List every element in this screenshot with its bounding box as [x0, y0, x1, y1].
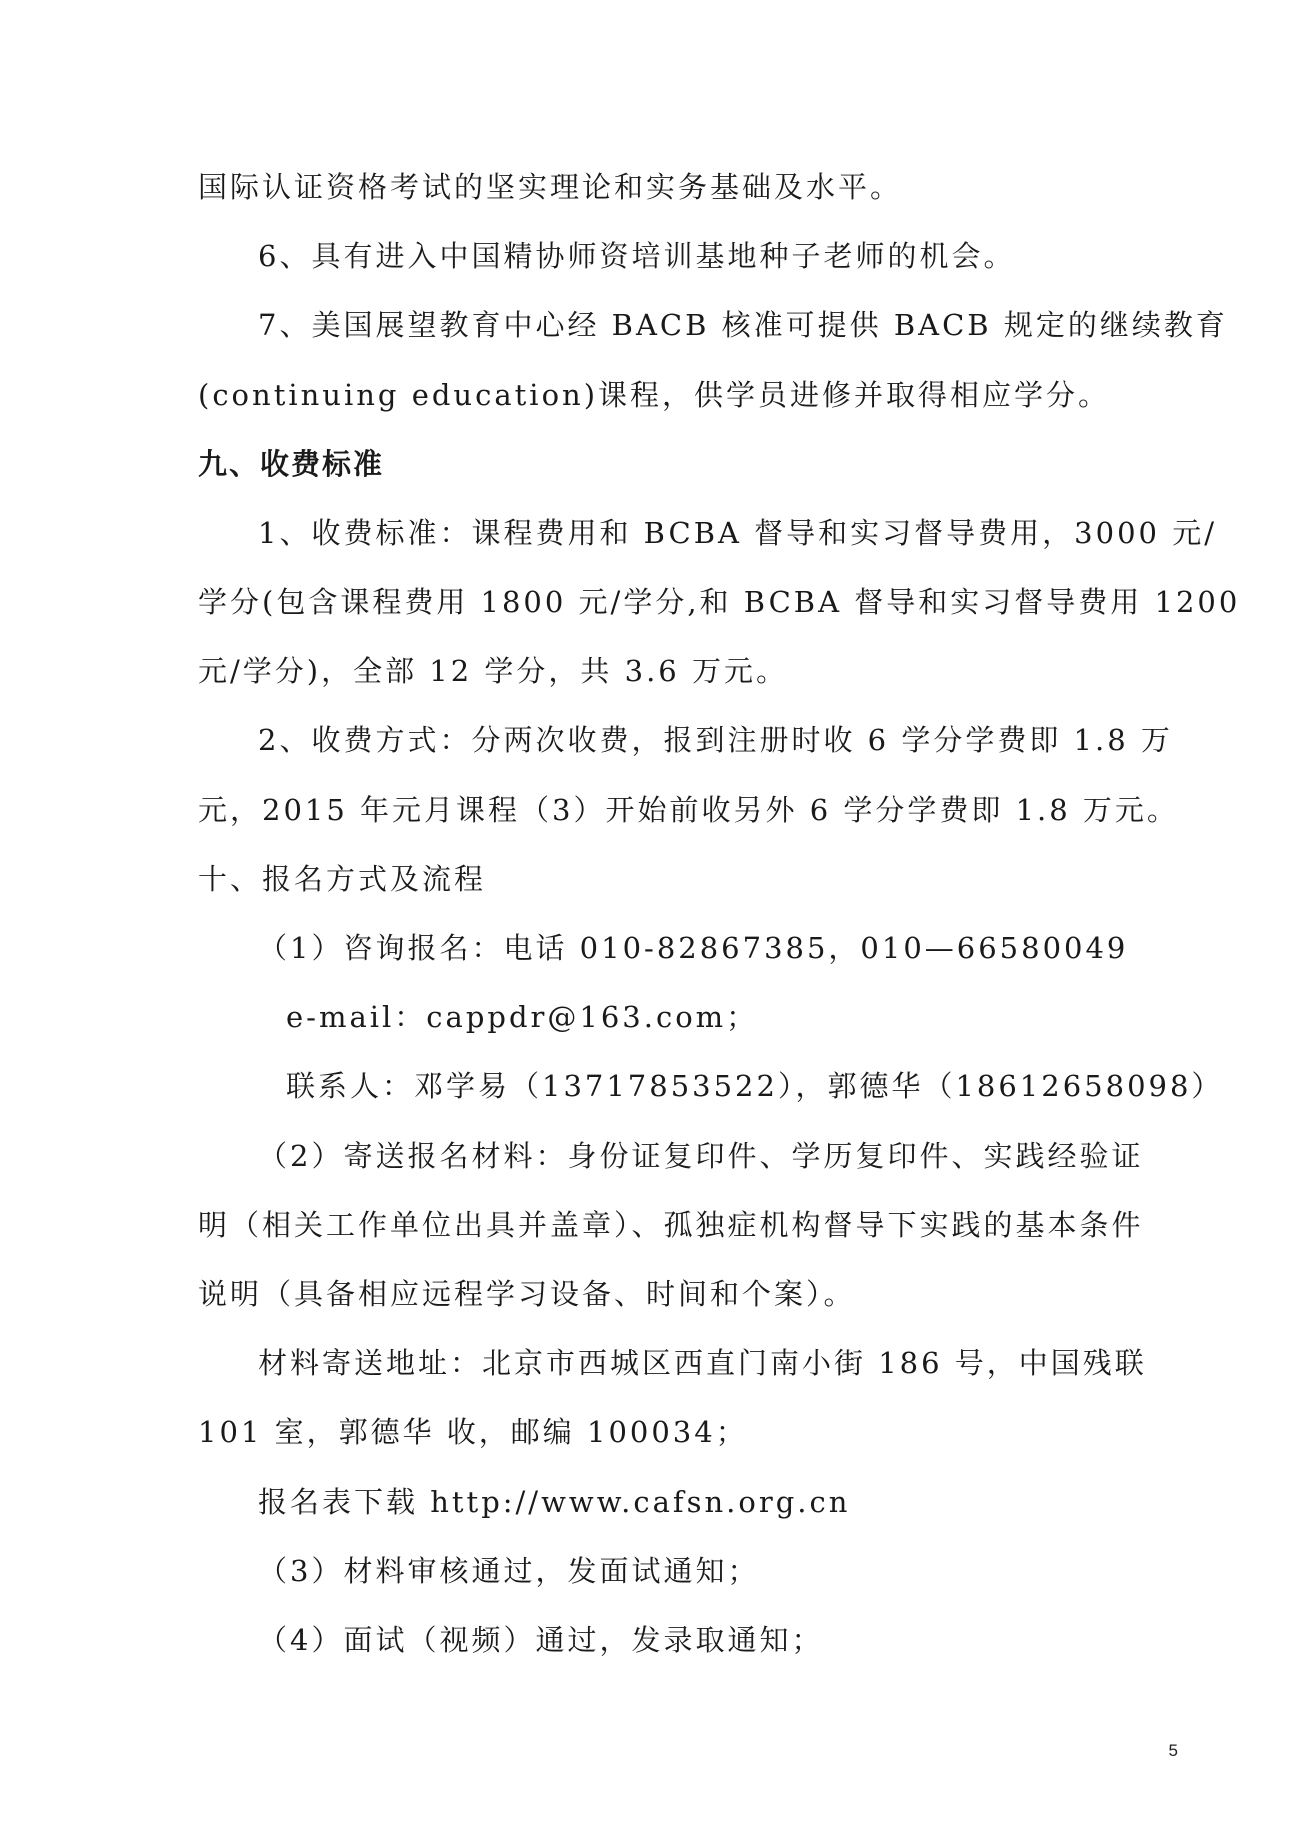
- paragraph-line: （1）咨询报名：电话 010-82867385，010—66580049: [258, 931, 1129, 965]
- paragraph-line: 101 室，郭德华 收，邮编 100034；: [198, 1415, 748, 1449]
- contact-line: 联系人：邓学易（13717853522），郭德华（18612658098）: [286, 1069, 1224, 1103]
- paragraph-line: 2、收费方式：分两次收费，报到注册时收 6 学分学费即 1.8 万: [258, 723, 1173, 757]
- paragraph-line: 国际认证资格考试的坚实理论和实务基础及水平。: [198, 170, 903, 204]
- email-line: e-mail：cappdr@163.com；: [286, 1000, 759, 1034]
- paragraph-line: 元/学分)，全部 12 学分，共 3.6 万元。: [198, 654, 788, 688]
- paragraph-line: 学分(包含课程费用 1800 元/学分,和 BCBA 督导和实习督导费用 1200: [198, 585, 1241, 619]
- paragraph-line: （2）寄送报名材料：身份证复印件、学历复印件、实践经验证: [258, 1139, 1144, 1173]
- paragraph-line: （4）面试（视频）通过，发录取通知；: [258, 1623, 824, 1657]
- paragraph-line: 说明（具备相应远程学习设备、时间和个案）。: [198, 1277, 856, 1311]
- paragraph-line: 1、收费标准：课程费用和 BCBA 督导和实习督导费用，3000 元/: [258, 516, 1217, 550]
- section-heading-registration: 十、报名方式及流程: [198, 862, 487, 896]
- paragraph-line: (continuing education)课程，供学员进修并取得相应学分。: [198, 378, 1111, 412]
- paragraph-line: 6、具有进入中国精协师资培训基地种子老师的机会。: [258, 239, 1016, 273]
- paragraph-line: （3）材料审核通过，发面试通知；: [258, 1554, 760, 1588]
- paragraph-line: 7、美国展望教育中心经 BACB 核准可提供 BACB 规定的继续教育: [258, 308, 1228, 342]
- download-link-line: 报名表下载 http://www.cafsn.org.cn: [258, 1485, 851, 1519]
- paragraph-line: 元，2015 年元月课程（3）开始前收另外 6 学分学费即 1.8 万元。: [198, 793, 1179, 827]
- paragraph-line: 材料寄送地址：北京市西城区西直门南小街 186 号，中国残联: [258, 1346, 1147, 1380]
- section-heading-fees: 九、收费标准: [198, 447, 385, 481]
- page-number: 5: [1168, 1741, 1178, 1760]
- paragraph-line: 明（相关工作单位出具并盖章）、孤独症机构督导下实践的基本条件: [198, 1208, 1144, 1242]
